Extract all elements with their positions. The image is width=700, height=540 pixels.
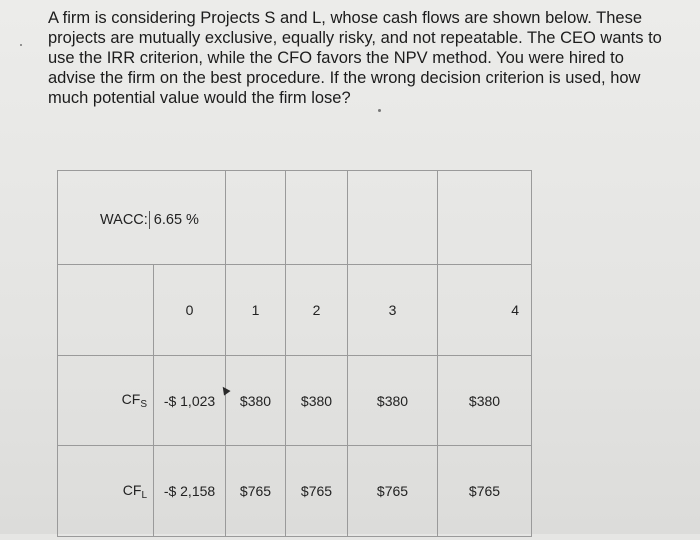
- wacc-cell: [58, 171, 226, 265]
- cf-l-label: $CF_L$: [122, 482, 147, 501]
- cf-l-label-cell: [58, 446, 154, 537]
- question-line-5: much potential value would the firm lose?: [48, 89, 351, 107]
- cash-flow-table: [57, 170, 532, 537]
- cf-l-value: $765: [438, 446, 532, 537]
- speck: [378, 109, 381, 112]
- empty-cell: [348, 171, 438, 265]
- table-row: [58, 446, 532, 537]
- cf-l-value: -$ 2,158: [154, 446, 226, 537]
- year-cell: 0: [154, 265, 226, 356]
- question-line-4: advise the firm on the best procedure. If the wrong decision criterion is used, how: [48, 69, 641, 87]
- cash-flow-table-wrapper: [57, 170, 531, 540]
- cf-s-value: $380: [438, 356, 532, 446]
- wacc-label-group: [100, 211, 199, 229]
- question-line-3: use the IRR criterion, while the CFO favors the NPV method. You were hired to: [48, 49, 624, 67]
- cf-s-value: $380: [226, 356, 286, 446]
- year-cell: 1: [226, 265, 286, 356]
- cf-s-value: $380: [286, 356, 348, 446]
- cf-l-value: $765: [286, 446, 348, 537]
- cell-divider: [149, 211, 150, 229]
- empty-cell: [286, 171, 348, 265]
- cf-s-label-cell: [58, 356, 154, 446]
- year-cell: 2: [286, 265, 348, 356]
- empty-cell: [438, 171, 532, 265]
- cf-l-value: $765: [348, 446, 438, 537]
- empty-cell: [226, 171, 286, 265]
- table-row: [58, 171, 532, 265]
- question-text: [48, 8, 668, 108]
- cf-l-value: $765: [226, 446, 286, 537]
- table-row: [58, 265, 532, 356]
- wacc-label: WACC:: [100, 211, 148, 228]
- question-line-2: projects are mutually exclusive, equally risky, and not repeatable. The CEO wants to: [48, 29, 662, 47]
- cf-s-value: $380: [348, 356, 438, 446]
- year-cell: 4: [438, 265, 532, 356]
- table-row: [58, 356, 532, 446]
- question-line-1: A firm is considering Projects S and L, whose cash flows are shown below. These: [48, 9, 642, 27]
- wacc-value: 6.65 %: [153, 211, 199, 228]
- speck: [20, 44, 22, 46]
- cf-s-value: -$ 1,023: [154, 356, 226, 446]
- empty-cell: [58, 265, 154, 356]
- year-cell: 3: [348, 265, 438, 356]
- cf-s-label: $CF_S$: [121, 391, 147, 410]
